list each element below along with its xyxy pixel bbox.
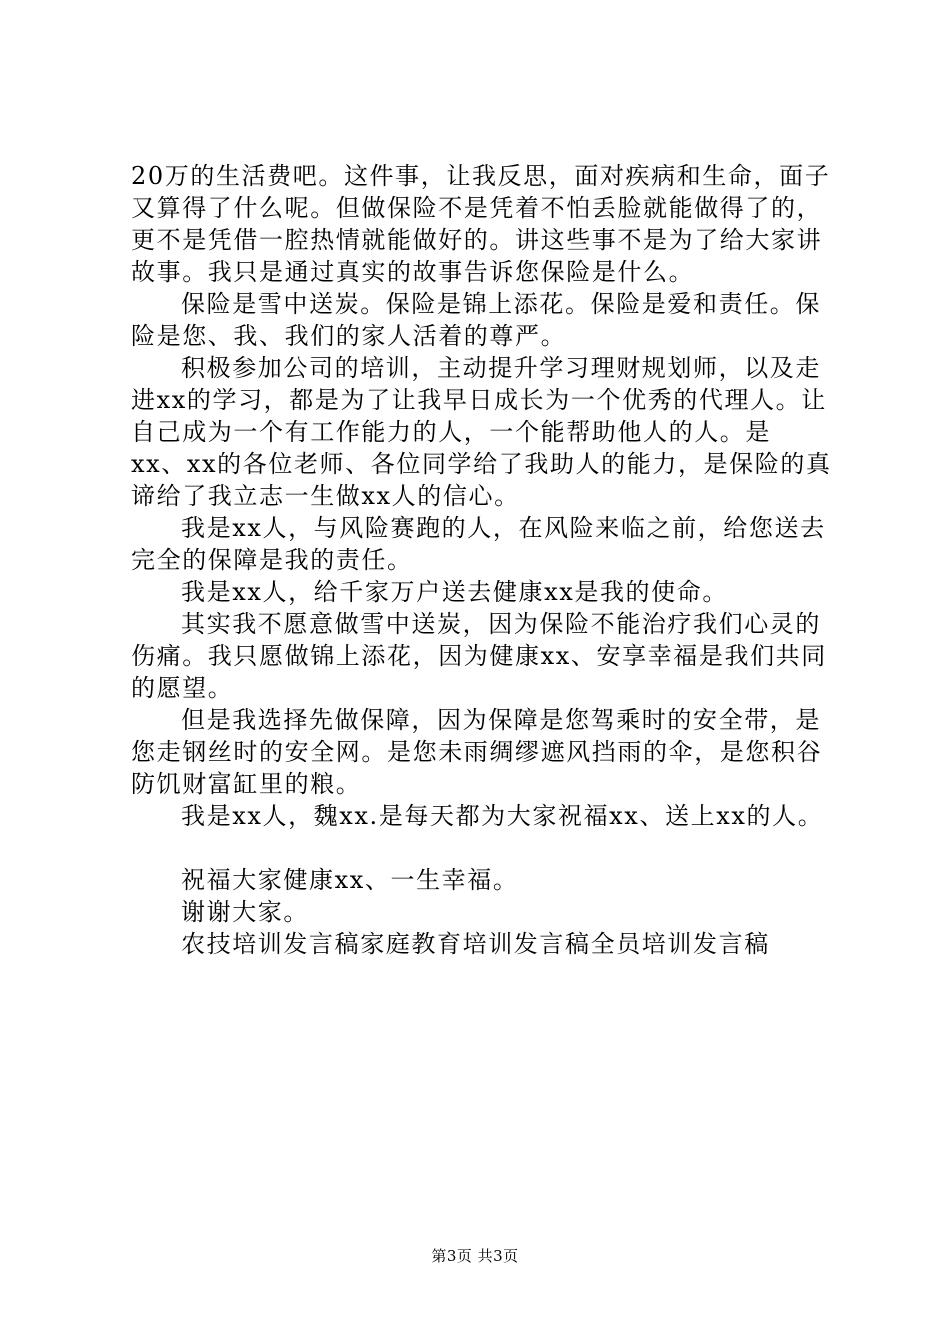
paragraph-first-line: 但是我选择先做保障，因为保障是您驾乘时的安全带，是: [181, 706, 821, 734]
paragraph-first-line: 我是xx人，魏xx.是每天都为大家祝福xx、送上xx的人。: [181, 802, 824, 830]
text-line: 谛给了我立志一生做xx人的信心。: [131, 482, 520, 510]
text-line: 自己成为一个有工作能力的人，一个能帮助他人的人。是: [131, 418, 771, 446]
paragraph-first-line: 保险是雪中送炭。保险是锦上添花。保险是爱和责任。保: [181, 290, 821, 318]
page-number: 第3页 共3页: [431, 1247, 519, 1265]
text-line: 伤痛。我只愿做锦上添花，因为健康xx、安享幸福是我们共同: [131, 642, 827, 670]
text-line: 防饥财富缸里的粮。: [131, 770, 362, 798]
related-titles: 农技培训发言稿家庭教育培训发言稿全员培训发言稿: [181, 930, 770, 958]
page-footer: [0, 1246, 950, 1266]
text-line: 进xx的学习，都是为了让我早日成长为一个优秀的代理人。让: [131, 386, 827, 414]
text-line: 更不是凭借一腔热情就能做好的。讲这些事不是为了给大家讲: [131, 226, 823, 254]
paragraph-first-line: 我是xx人，与风险赛跑的人，在风险来临之前，给您送去: [181, 514, 826, 542]
text-line: 又算得了什么呢。但做保险不是凭着不怕丢脸就能做得了的，: [131, 194, 823, 222]
text-line: 20万的生活费吧。这件事，让我反思，面对疾病和生命，面子: [131, 162, 831, 190]
paragraph-first-line: 我是xx人，给千家万户送去健康xx是我的使命。: [181, 578, 728, 606]
paragraph-first-line: 积极参加公司的培训，主动提升学习理财规划师，以及走: [181, 354, 821, 382]
closing-thanks: 谢谢大家。: [181, 898, 309, 926]
text-line: 故事。我只是通过真实的故事告诉您保险是什么。: [131, 258, 695, 286]
paragraph-first-line: 其实我不愿意做雪中送炭，因为保险不能治疗我们心灵的: [181, 610, 821, 638]
text-line: 您走钢丝时的安全网。是您未雨绸缪遮风挡雨的伞，是您积谷: [131, 738, 823, 766]
text-line: 的愿望。: [131, 674, 234, 702]
blank-line: [131, 832, 843, 864]
closing-blessing: 祝福大家健康xx、一生幸福。: [181, 866, 519, 894]
text-line: 完全的保障是我的责任。: [131, 546, 413, 574]
document-body: [131, 160, 843, 960]
text-line: xx、xx的各位老师、各位同学给了我助人的能力，是保险的真: [131, 450, 832, 478]
text-line: 险是您、我、我们的家人活着的尊严。: [131, 322, 567, 350]
